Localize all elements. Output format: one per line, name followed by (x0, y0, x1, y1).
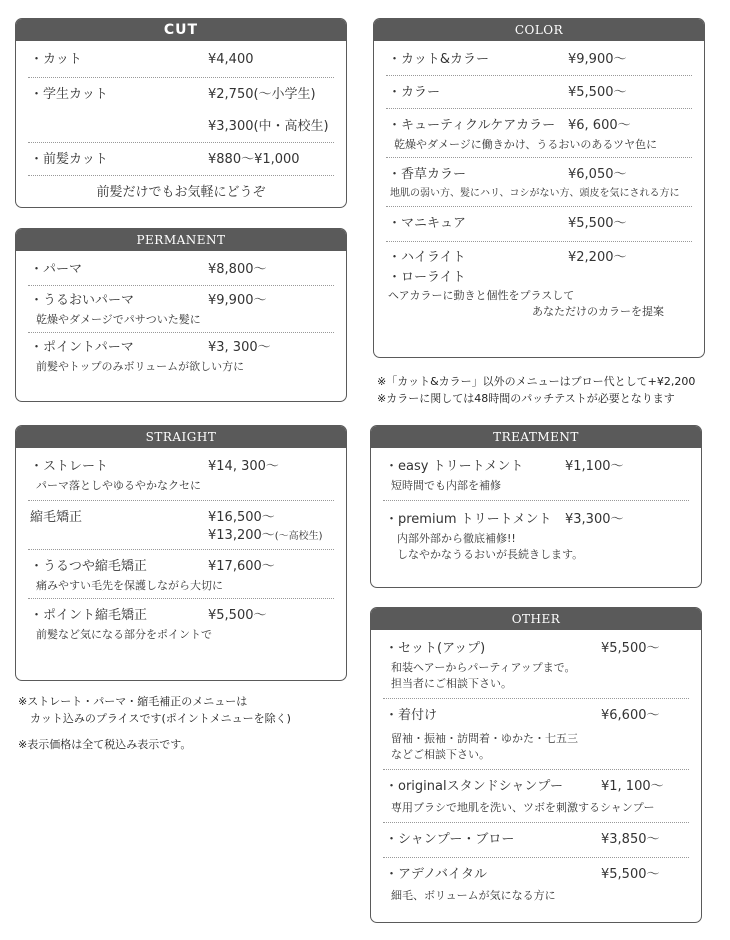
menu-item: ・カット ¥4,400 (28, 41, 334, 78)
menu-item: ・マニキュア ¥5,500〜 (386, 207, 692, 242)
menu-item: ・セット(アップ) ¥5,500〜 和装ヘアーからパーティアップまで。 担当者にご相談下さい。 (383, 630, 689, 699)
menu-item: ・うるつや縮毛矯正 ¥17,600〜 痛みやすい毛先を保護しながら大切に (28, 550, 334, 599)
menu-item: ・アデノバイタル ¥5,500〜 細毛、ボリュームが気になる方に (385, 867, 660, 902)
section-title: STRAIGHT (16, 426, 346, 448)
menu-item: ・ハイライト ¥2,200〜 ・ローライト ヘアカラーに動きと個性をプラスして あなただけのカラーを提案 (388, 250, 664, 318)
treatment-section (370, 425, 702, 588)
menu-item: ・うるおいパーマ ¥9,900〜 乾燥やダメージでパサついた髪に (28, 286, 334, 333)
menu-item: ・着付け ¥6,600〜 留袖・振袖・訪問着・ゆかた・七五三 などご相談下さい。 (383, 699, 689, 770)
menu-item: ・premium トリートメント ¥3,300〜 内部外部から徹底補修!! しなやかなうるおいが長続きします。 (385, 512, 624, 561)
cut-footer: 前髪だけでもお気軽にどうぞ (96, 185, 266, 200)
section-title: CUT (16, 19, 346, 41)
section-title: PERMANENT (16, 229, 346, 251)
menu-item: ・シャンプー・ブロー ¥3,850〜 (383, 823, 689, 858)
menu-item: ・前髪カット ¥880〜¥1,000 (28, 143, 334, 176)
menu-item: ・学生カット ¥2,750(〜小学生) ¥3,300(中・高校生) (28, 78, 334, 143)
menu-item: ・キューティクルケアカラー ¥6, 600〜 乾燥やダメージに働きかけ、うるおいのあるツヤ色に (386, 109, 692, 158)
permanent-section (15, 228, 347, 402)
section-title: TREATMENT (371, 426, 701, 448)
cut-section (15, 18, 347, 208)
menu-item: ・カット&カラー ¥9,900〜 (386, 41, 692, 76)
menu-item: ・香草カラー ¥6,050〜 地肌の弱い方、髪にハリ、コシがない方、頭皮を気にされる方に (386, 158, 692, 207)
menu-item: ・ポイント縮毛矯正 ¥5,500〜 前髪など気になる部分をポイントで (30, 608, 267, 641)
note-color: ※「カット&カラー」以外のメニューはブロー代として+¥2,200 ※カラーに関しては48時間のパッチテストが必要となります (377, 375, 696, 405)
note-straight: ※ストレート・パーマ・縮毛補正のメニューは カット込みのプライスです(ポイントメニューを除く) (18, 695, 291, 725)
section-title: OTHER (371, 608, 701, 630)
note-tax: ※表示価格は全て税込み表示です。 (18, 738, 192, 751)
straight-section (15, 425, 347, 681)
menu-item: ・カラー ¥5,500〜 (386, 76, 692, 109)
menu-item: ・ポイントパーマ ¥3, 300〜 前髪やトップのみボリュームが欲しい方に (30, 340, 271, 373)
menu-item: ・パーマ ¥8,800〜 (28, 251, 334, 286)
menu-item: ・ストレート ¥14, 300〜 パーマ落としやゆるやかなクセに (28, 448, 334, 501)
menu-item: ・originalスタンドシャンプー ¥1, 100〜 専用ブラシで地肌を洗い、ツボを刺激するシャンプー (383, 770, 689, 823)
menu-item: ・easy トリートメント ¥1,100〜 短時間でも内部を補修 (383, 448, 689, 501)
section-title: COLOR (374, 19, 704, 41)
color-section (373, 18, 705, 358)
other-section (370, 607, 702, 923)
menu-item: 縮毛矯正 ¥16,500〜 ¥13,200〜(〜高校生) (28, 501, 334, 550)
